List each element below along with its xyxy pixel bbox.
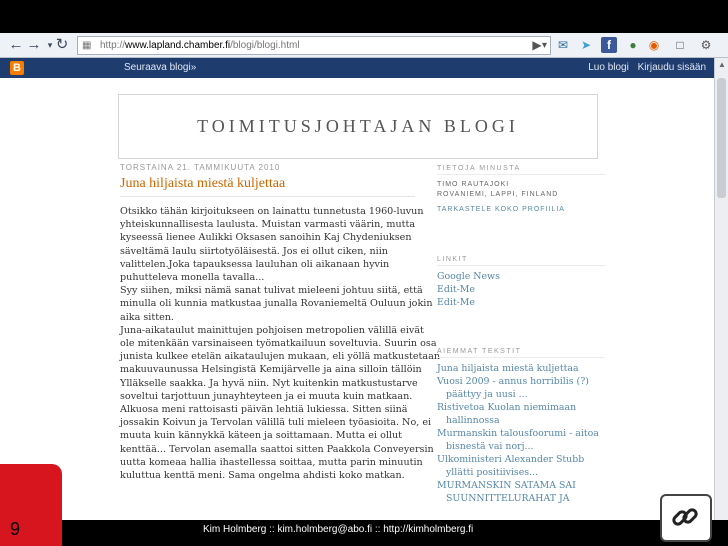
presenter-logo bbox=[660, 494, 712, 542]
archive-item[interactable]: Murmanskin talousfoorumi - aitoa bisnestä vai norj... bbox=[437, 428, 599, 452]
post-divider bbox=[120, 196, 415, 197]
about-section bbox=[437, 165, 605, 213]
links-heading: LINKIT bbox=[437, 256, 605, 266]
scroll-up-icon[interactable]: ▲ bbox=[718, 60, 726, 69]
author-location: ROVANIEMI, LAPPI, FINLAND bbox=[437, 191, 559, 198]
next-blog-link[interactable]: Seuraava blogi» bbox=[124, 62, 197, 73]
google-icon[interactable]: ● bbox=[629, 38, 637, 52]
forward-icon[interactable]: → bbox=[26, 36, 42, 53]
links-section bbox=[437, 256, 605, 309]
browser-toolbar bbox=[0, 33, 728, 58]
post-line: junista kulkee etelän aikataulujen mukaan, eli yöllä matkustetaan bbox=[120, 351, 441, 363]
login-link[interactable]: Kirjaudu sisään bbox=[637, 62, 706, 73]
back-icon[interactable]: ← bbox=[8, 36, 24, 53]
post-line: ole mitenkään varsinaiseen työmatkailuun soveltuvia. Suurin osa bbox=[120, 338, 437, 350]
slide-number-tab bbox=[0, 464, 62, 546]
url-field[interactable] bbox=[77, 36, 551, 55]
delicious-icon[interactable]: ✉ bbox=[557, 38, 569, 52]
post-body bbox=[120, 205, 441, 482]
post-line: Syy siihen, miksi nämä sanat tulivat mieleeni johtuu siitä, että bbox=[120, 285, 423, 297]
tools-icon[interactable]: ⚙ bbox=[700, 38, 712, 52]
post-line: kenttää... Tervolan asemalla saattoi sitten Paakkola Conveyersin bbox=[120, 443, 434, 455]
slide-footer-text: Kim Holmberg :: kim.holmberg@abo.fi :: http://kimholmberg.fi bbox=[203, 524, 474, 535]
vertical-scrollbar[interactable] bbox=[714, 58, 728, 546]
post-line: Alkuosa meni rattoisasti päivän lehtiä lukiessa. Sitten siinä bbox=[120, 404, 408, 416]
link-chain-icon bbox=[668, 500, 702, 534]
post-line: makuuvaunussa Helsingistä Kemijärvelle ja aina silloin tällöin bbox=[120, 364, 422, 376]
post-line: kuluttua kenttä meni. Sama ongelma ahdisti koko matkan. bbox=[120, 470, 405, 482]
post-line: jossakin Koivun ja Tervolan välillä tuli mieleen työasioita. No, ei bbox=[120, 417, 432, 429]
page-favicon-icon: ▦ bbox=[82, 40, 92, 51]
post-line: aika sitten. bbox=[120, 311, 174, 323]
blog-title[interactable]: TOIMITUSJOHTAJAN BLOGI bbox=[197, 116, 519, 136]
blogger-logo-icon[interactable]: B bbox=[10, 61, 24, 75]
facebook-icon[interactable]: f bbox=[601, 37, 617, 53]
twitter-icon[interactable]: ➤ bbox=[580, 38, 592, 52]
page-icon[interactable]: □ bbox=[676, 38, 684, 52]
dropdown-icon[interactable]: ▾ bbox=[47, 40, 53, 50]
post-line: yhteiskunnallisesta laulusta. Muistan varmasti väärin, mutta bbox=[120, 219, 416, 231]
post-line: Juna-aikataulut mainittujen pohjoisen metropolien välillä eivät bbox=[120, 324, 424, 336]
post-line: valittelen.Joka tapauksessa lauluhan oli aikanaan hyvin bbox=[120, 258, 390, 270]
blog-header bbox=[118, 94, 598, 159]
post-line: minulla oli kunnia matkustaa junalla Rovaniemeltä Ouluun jokin bbox=[120, 298, 433, 310]
slide-top-bar bbox=[0, 0, 728, 33]
blog-page bbox=[0, 78, 714, 546]
post-date: TORSTAINA 21. TAMMIKUUTA 2010 bbox=[120, 163, 281, 172]
scrollbar-thumb[interactable] bbox=[717, 78, 726, 198]
about-heading: TIETOJA MINUSTA bbox=[437, 165, 605, 175]
links-list bbox=[437, 270, 605, 309]
post-line: muuta kuin kännykkä käteen ja soittamaan. Mutta ei ollut bbox=[120, 430, 403, 442]
post-line: soveltui tarjottuun junayhteyteen ja ei muuta kuin matkaan. bbox=[120, 390, 413, 402]
link-edit-me[interactable]: Edit-Me bbox=[437, 284, 475, 295]
archive-heading: AIEMMAT TEKSTIT bbox=[437, 348, 605, 358]
profile-link[interactable]: TARKASTELE KOKO PROFIILIA bbox=[437, 206, 565, 213]
post-line: kyseessä lienee Aulikki Oksasen sanoihin Kaj Chydeniuksen bbox=[120, 232, 412, 244]
author-name[interactable]: TIMO RAUTAJOKI bbox=[437, 181, 510, 188]
archive-section bbox=[437, 348, 605, 505]
post-line: Ylläkselle saakka. Ja hyvä niin. Nyt kuitenkin matkustustarve bbox=[120, 377, 418, 389]
firefox-icon[interactable]: ◉ bbox=[648, 38, 660, 52]
create-blog-link[interactable]: Luo blogi bbox=[588, 62, 629, 73]
archive-item[interactable]: Vuosi 2009 - annus horribilis (?) päättyy ja uusi ... bbox=[437, 376, 589, 400]
post-line: puhutteleva monella tavalla... bbox=[120, 272, 265, 284]
archive-item[interactable]: MURMANSKIN SATAMA SAI SUUNNITTELURAHAT JA bbox=[437, 480, 576, 504]
post-line: Otsikko tähän kirjoitukseen on lainattu tunnetusta 1960-luvun bbox=[120, 206, 424, 217]
archive-item[interactable]: Ulkoministeri Alexander Stubb yllätti positiivises... bbox=[437, 454, 585, 478]
post-line: uutta komeaa hallia ihastellessa soittaa, mutta parin minuutin bbox=[120, 456, 423, 468]
post-title[interactable]: Juna hiljaista miestä kuljettaa bbox=[120, 176, 286, 191]
archive-item[interactable]: Ristivetoa Kuolan niemimaan hallinnossa bbox=[437, 402, 577, 426]
post-line: säveltämä laulu siirtotyöläisestä. Jos ei ollut ciken, niin bbox=[120, 245, 388, 257]
archive-list bbox=[437, 362, 605, 505]
link-edit-me[interactable]: Edit-Me bbox=[437, 297, 475, 308]
url-text: http://www.lapland.chamber.fi/blogi/blogi.html bbox=[100, 40, 300, 51]
link-google-news[interactable]: Google News bbox=[437, 271, 500, 282]
go-icon[interactable]: ▾ bbox=[541, 40, 547, 51]
navbar-actions bbox=[582, 58, 706, 78]
reload-icon[interactable]: ↻ bbox=[55, 36, 69, 53]
slide-number: 9 bbox=[10, 519, 21, 539]
archive-item[interactable]: Juna hiljaista miestä kuljettaa bbox=[437, 363, 579, 374]
blogger-navbar bbox=[0, 58, 714, 78]
play-icon[interactable]: ▶ bbox=[532, 38, 542, 52]
